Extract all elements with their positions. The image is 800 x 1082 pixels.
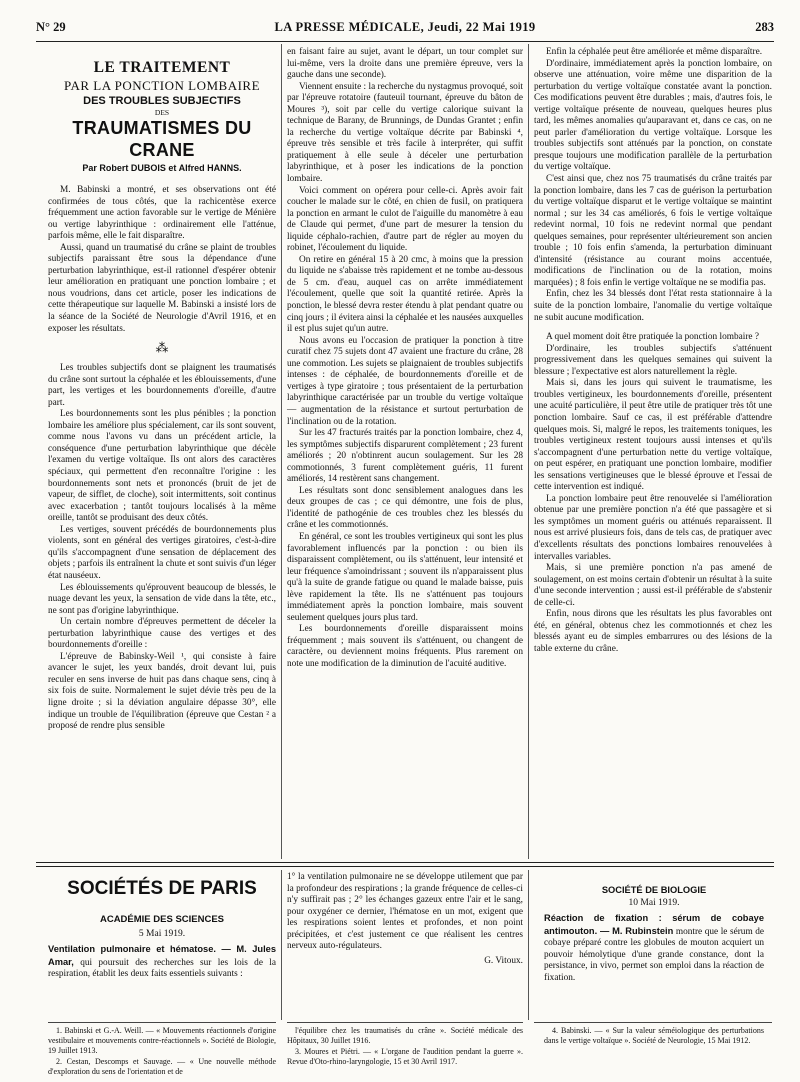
paragraph: A quel moment doit être pratiquée la ponction lombaire ? — [546, 332, 759, 343]
societies-title: SOCIÉTÉS DE PARIS — [67, 878, 257, 899]
societies-column-3 — [544, 884, 764, 984]
title-line-1: LE TRAITEMENT — [93, 59, 231, 76]
academy-item-text: qui poursuit des recherches sur les lois de la respiration, établit les deux faits essentiels suivants : — [48, 957, 276, 980]
running-header — [36, 20, 774, 38]
title-line-3: DES TROUBLES SUBJECTIFS — [83, 95, 241, 107]
paragraph: Voici comment on opérera pour celle-ci. Après avoir fait coucher le malade sur le côté, en chien de fusil, on pratiquera la ponction en armant le culot de l'aiguille du manomètre à eau de Claude qui permet, d'une part de mesurer la tension du liquide céphalo-rachien, d'autre part de régler au moyen du robinet, l'écoulement du liquide. — [287, 185, 523, 254]
signature: G. Vitoux. — [484, 955, 523, 966]
paragraph: Les éblouissements qu'éprouvent beaucoup de blessés, le nuage devant les yeux, la sensation de vide dans la tête, etc., ne sont pas d'origine labyrinthique. — [48, 582, 276, 616]
paragraph: En général, ce sont les troubles vertigineux qui sont les plus favorablement influencés par la ponction : ou bien ils disparaissent complètement, ou ils s'atténuent, leur intensité et leur fréquence s'amoindrissant ; souvent ils n'apparaissent plus qu'à la suite de grande fatigue ou quand le malade baisse, puis lève rapidement la tête. Ils ne s'atténuent pas toujours immédiatement après la ponction lombaire, mais souvent seulement quelques jours plus tard. — [287, 531, 523, 623]
section-rule — [36, 866, 774, 867]
paragraph: La ponction lombaire peut être renouvelée si l'amélioration obtenue par une première ponction n'a été que passagère et si les symptômes un moment guéris ou atténués reparaissent. Il nous est arrivé plusieurs fois, dans de tels cas, de pratiquer avec d'excellents résultats des ponctions lombaires renouvelées à intervalles variables. — [534, 493, 772, 562]
footnote: l'équilibre chez les traumatisés du crâne ». Société médicale des Hôpitaux, 30 Juillet 1916. — [287, 1026, 523, 1045]
article-title-block — [48, 58, 276, 175]
biology-item-title: Réaction de fixation : sérum de cobaye antimouton. — M. Rubinstein — [544, 913, 764, 936]
paragraph: Enfin, nous dirons que les résultats les plus favorables ont été, en général, obtenus chez les commotionnés et chez les blessés ayant eu de simples embarrures ou des lésions de la table externe du crâne. — [534, 609, 772, 654]
footnote-rule — [287, 1022, 523, 1023]
issue-number: N° 29 — [36, 20, 66, 34]
paragraph: Nous avons eu l'occasion de pratiquer la ponction à titre curatif chez 75 sujets dont 47 avaient une fracture du crâne, 28 une commotion. Les sujets se plaignaient de troubles subjectifs intenses : de céphalée, de bourdonnements d'oreille et de vertiges à type giratoire ; tous présentaient de la perturbation labyrinthique caractérisée par un trouble du vertige voltaïque — augmentation de la résistance et surtout perturbation de l'inclination ou de la rotation. — [287, 335, 523, 427]
article-column-2 — [287, 47, 523, 671]
section-rule — [36, 862, 774, 863]
biology-item — [544, 913, 764, 984]
footnote: 4. Babinski. — « Sur la valeur séméiologique des perturbations dans le vertige voltaïque ». Société de Neurologie, 15 Mai 1912. — [544, 1026, 764, 1045]
paragraph: Les résultats sont donc sensiblement analogues dans les deux groupes de cas ; ce qui démontre, une fois de plus, l'identité de pathogénie de ces troubles chez les blessés du crâne et les commotionnés. — [287, 485, 523, 531]
column-rule-4 — [528, 870, 529, 1020]
academy-heading: ACADÉMIE DES SCIENCES — [99, 914, 225, 925]
paragraph: Enfin la céphalée peut être améliorée et même disparaître. — [546, 47, 763, 57]
academy-item-continued: 1° la ventilation pulmonaire ne se développe utilement que par la profondeur des respirations ; la grande fréquence de celles-ci n'y suffirait pas ; 2° les échanges gazeux entre l'air et le sang, pour oxygéner ce dernier, l'hématose en un mot, exigent que les respirations soient lentes et profondes, et non point précipitées, et c'est justement ce que réalisent les centres nerveux auto-régulateurs. — [287, 872, 523, 952]
article-authors: Par Robert DUBOIS et Alfred HANNS. — [82, 163, 242, 173]
title-line-2: PAR LA PONCTION LOMBAIRE — [63, 78, 261, 93]
paragraph: Les vertiges, souvent précédés de bourdonnements plus violents, sont en général des vertiges giratoires, c'est-à-dire qu'ils s'accompagnent d'une sensation de déplacement des objets ; parfois ils entraînent la chute et sont suivis d'un léger état nauséeux. — [48, 524, 276, 581]
paragraph: D'ordinaire, immédiatement après la ponction lombaire, on observe une atténuation, voire même une disparition de la perturbation du vertige voltaïque constatée avant la ponction. Ces modifications peuvent être durables ; mais, d'autres fois, le vertige voltaïque présente de nouveau, quelques heures plus tard, les mêmes anomalies qu'auparavant et, dans ce cas, on ne peut parler d'amélioration du vertige voltaïque. Lorsque les troubles subjectifs sont atténués par la ponction, on constate presque toujours une modification parallèle de la perturbation du vertige voltaïque. — [534, 58, 772, 173]
page-number: 283 — [755, 20, 774, 34]
footnote-rule — [534, 1022, 772, 1023]
societies-column-2 — [287, 872, 523, 967]
academy-item — [48, 944, 276, 981]
societies-column-1 — [48, 868, 276, 981]
paragraph: Viennent ensuite : la recherche du nystagmus provoqué, soit par l'épreuve rotatoire (fauteuil tournant, épreuve du bâton de Moures ³), soit par celle du vertige calorique suivant la technique de Barany, de Brunnings, de Dundas Grantet ; enfin la recherche du vertige voltaïque décrite par Babinski ⁴, épreuve très sensible et très facile à interpréter, qui suffit pratiquement à elle seule à déceler une perturbation labyrinthique, et à poser les indications de la ponction lombaire. — [287, 81, 523, 185]
column-rule-2 — [528, 44, 529, 859]
paragraph: Les bourdonnements d'oreille disparaissent moins fréquemment ; mais souvent ils s'atténuent, ou changent de caractère, ou deviennent moins fréquents. Plus rarement on note une modification de la diminution de l'acuité auditive. — [287, 624, 523, 669]
title-line-4: DES — [154, 108, 170, 117]
academy-item-title: Ventilation pulmonaire et hématose. — M. Jules Amar, — [48, 944, 276, 967]
footnote: 2. Cestan, Descomps et Sauvage. — « Une nouvelle méthode d'exploration du sens de l'orientation et de — [48, 1057, 276, 1076]
footnote: 3. Moures et Piétri. — « L'organe de l'audition pendant la guerre ». Revue d'Oto-rhino-laryngologie, 15 et 30 Avril 1917. — [287, 1047, 523, 1066]
footnotes-left — [48, 1026, 276, 1078]
biology-date: 10 Mai 1919. — [628, 898, 680, 908]
paragraph: Aussi, quand un traumatisé du crâne se plaint de troubles subjectifs paraissant être sous la dépendance d'une perturbation labyrinthique, est-il rationnel d'espérer obtenir leur amélioration en pratiquant une ponction lombaire ; et nous voudrions, dans cet article, poser les indications de cette thérapeutique sur laquelle M. Babinski a insisté lors de la séance de la Société de Neurologie d'Avril 1916, et en exposer les résultats. — [48, 242, 276, 334]
section-separator: ⁂ — [155, 340, 169, 356]
paragraph: On retire en général 15 à 20 cmc, à moins que la pression du liquide ne s'abaisse très rapidement et ne tombe au-dessous de 5 cm. d'eau, auquel cas on arrête immédiatement l'écoulement, quelle que soit la quantité retirée. Après la ponction, le blessé devra rester étendu à plat pendant quatre ou cinq jours ; il évitera ainsi la céphalée et les nausées auxquelles il est plus sujet qu'un autre. — [287, 254, 523, 335]
header-rule — [36, 41, 774, 42]
academy-date: 5 Mai 1919. — [138, 929, 186, 939]
paragraph: Mais si, dans les jours qui suivent le traumatisme, les troubles vertigineux, les bourdonnements d'oreille, présentent une acuité particulière, il peut être utile de pratiquer très tôt une ponction lombaire. Sauf ce cas, il est préférable d'attendre quelques mois. Si, malgré le repos, les traitements toniques, les troubles vertigineux restent toujours aussi intenses et qu'ils s'accompagnent d'une perturbation nette du vertige voltaïque, on peut espérer, en pratiquant une ponction lombaire, modifier les sensations vertigineuses que le blessé éprouve et l'essai de cette intervention est indiqué. — [534, 378, 772, 493]
journal-title: LA PRESSE MÉDICALE, Jeudi, 22 Mai 1919 — [274, 20, 536, 34]
biology-heading: SOCIÉTÉ DE BIOLOGIE — [601, 885, 707, 895]
footnote-rule — [48, 1022, 276, 1023]
paragraph: M. Babinski a montré, et ses observations ont été confirmées de tous côtés, que la rachicentèse exerce fréquemment une action favorable sur le vertige de Ménière ou vertige labyrinthique : ordinairement elle l'atténue, parfois même, elle le fait disparaître. — [48, 185, 276, 242]
title-line-5: TRAUMATISMES DU CRANE — [72, 118, 252, 160]
paragraph: L'épreuve de Babinsky-Weil ¹, qui consiste à faire avancer le sujet, les yeux bandés, droit devant lui, puis reculer en sens inverse de huit pas dans chaque sens, cinq à six fois de suite. Normalement le sujet dévie très peu de la ligne droite ; si la déviation angulaire dépasse 30°, elle indique un trouble de l'équilibration (épreuve que Cestan ² a proposé de rendre plus sensible — [48, 651, 276, 732]
paragraph: Les troubles subjectifs dont se plaignent les traumatisés du crâne sont surtout la céphalée et les éblouissements, d'une part, les vertiges et les bourdonnements d'oreille, d'autre part. — [48, 363, 276, 408]
paragraph: D'ordinaire, les troubles subjectifs s'atténuent progressivement dans les quelques semaines qui suivent la blessure ; l'expectative est alors naturellement la règle. — [534, 343, 772, 377]
article-column-3 — [534, 47, 772, 655]
paragraph: Sur les 47 fracturés traités par la ponction lombaire, chez 4, les symptômes subjectifs disparurent complètement ; 23 furent améliorés ; 20 n'obtinrent aucun soulagement. Sur les 28 commotionnés, 3 furent complètement guéris, 11 furent améliorés, 14 restèrent sans changement. — [287, 428, 523, 485]
biology-item-text: montre que le sérum de cobaye préparé contre les globules de mouton acquiert un pouvoir hémolytique d'une grande constance, dont la persistance, in vivo, permet son emploi dans la réaction de fixation. — [544, 926, 765, 983]
footnote: 1. Babinski et G.-A. Weill. — « Mouvements réactionnels d'origine vestibulaire et mouvements contre-réactionnels ». Société de Biologie, 19 Juillet 1913. — [48, 1026, 276, 1055]
paragraph: Mais, si une première ponction n'a pas amené de soulagement, on est moins certain d'obtenir un résultat à la suite d'une seconde intervention ; aussi est-il préférable de s'abstenir de celle-ci. — [534, 563, 772, 608]
footnotes-middle — [287, 1026, 523, 1068]
footnotes-right — [544, 1026, 764, 1047]
paragraph: en faisant faire au sujet, avant le départ, un tour complet sur lui-même, vers la droite dans une première épreuve, vers la gauche dans une seconde). — [287, 47, 523, 81]
paragraph: Enfin, chez les 34 blessés dont l'état resta stationnaire à la suite de la ponction lombaire, l'anomalie du vertige voltaïque ne subit aucune modification. — [534, 289, 772, 323]
paragraph: Les bourdonnements sont les plus pénibles ; la ponction lombaire les améliore plus spécialement, car ils sont souvent, comme nous l'avons vu dans un précédent article, la conséquence d'une perturbation labyrinthique que décèle l'examen du vertige voltaïque. Ils ont alors des caractères spéciaux, qui permettent d'en reconnaître l'origine : les bourdonnements sont nets et prononcés (bruit de jet de vapeur, de sifflet, de cloche), soit intermittents, soit continus avec exacerbation ; tantôt toujours localisés à la même oreille, tantôt se produisant des deux côtés. — [48, 409, 276, 524]
paragraph: C'est ainsi que, chez nos 75 traumatisés du crâne traités par la ponction lombaire, dans les 7 cas de guérison la perturbation du vertige voltaïque disparut et le vertige voltaïque se maintint normal ; sur les 34 cas améliorés, 6 fois le vertige voltaïque redevint normal, 10 fois ne redevint normal que pendant quelques semaines, pour représenter ultérieurement son ancien trouble ; 10 fois enfin s'amenda, la perturbation diminuant d'intensité (résistance au courant moins accentuée, modifications de l'inclination ou de la rotation, moins marquées) ; 8 fois enfin le vertige voltaïque ne se modifia pas. — [534, 174, 772, 288]
column-rule-3 — [281, 870, 282, 1020]
paragraph: Un certain nombre d'épreuves permettent de déceler la perturbation labyrinthique cause des vertiges et des bourdonnements d'oreille : — [48, 617, 276, 651]
column-rule-1 — [281, 44, 282, 859]
article-column-1 — [48, 58, 276, 733]
